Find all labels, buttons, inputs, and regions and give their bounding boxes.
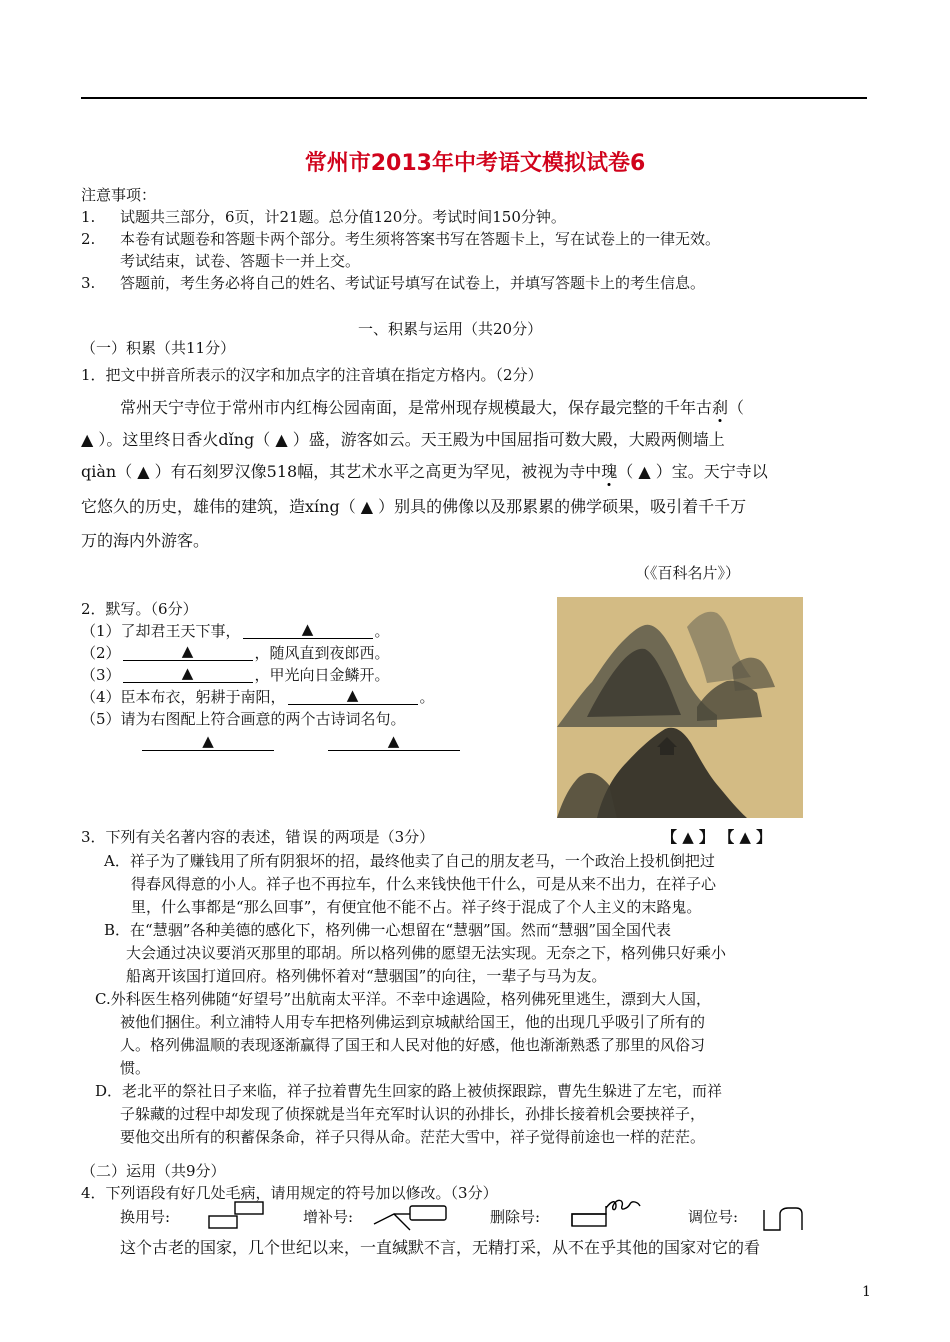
triangle-icon: ▲ <box>202 732 214 750</box>
q1-line-1-end: （ <box>728 398 745 417</box>
q1-line-3 <box>81 460 768 484</box>
notes-heading: 注意事项： <box>81 186 157 204</box>
triangle-icon: ▲ <box>181 664 194 682</box>
q3-D-3: 要他交出所有的积蓄保条命，祥子只得从命。茫茫大雪中，祥子觉得前途也一样的茫茫。 <box>120 1128 706 1146</box>
q3-B-2: 大会通过决议要消灭那里的耶胡。所以格列佛的愿望无法实现。无奈之下，格列佛只好乘小 <box>126 944 727 962</box>
q2-blanks-row <box>140 732 462 754</box>
dotted-char: 瑰 <box>601 462 618 481</box>
q1-line-5: 万的海内外游客。 <box>81 531 210 550</box>
q2-line-5: （5）请为右图配上符合画意的两个古诗词名句。 <box>81 710 406 728</box>
q3-C-3: 人。格列佛温顺的表现逐渐赢得了国王和人民对他的好感，他也渐渐熟悉了那里的风俗习 <box>120 1036 706 1054</box>
answer-blank[interactable] <box>328 732 460 751</box>
part-heading-2: （二）运用（共9分） <box>81 1162 226 1180</box>
q1-line-1-text: 常州天宁寺位于常州市内红梅公园南面，是常州现存规模最大，保存最完整的千年古 <box>120 398 713 417</box>
q3-B-3: 船离开该国打道回府。格列佛怀着对“慧骃国”的向往，一辈子与马为友。 <box>126 967 607 985</box>
triangle-icon: ▲ <box>387 732 400 750</box>
dotted-char: 刹 <box>712 398 729 417</box>
part-heading-1: （一）积累（共11分） <box>81 339 236 357</box>
page-title: 常州市2013年中考语文模拟试卷6 <box>304 151 646 176</box>
symbol-label-delete: 删除号: <box>490 1208 541 1226</box>
answer-blank[interactable] <box>288 686 418 705</box>
q2-line-3-text: ，甲光向日金鳞开。 <box>254 666 390 684</box>
q2-line-4-end: 。 <box>419 688 435 706</box>
q2-line-1 <box>81 620 390 642</box>
q4-stem: 4．下列语段有好几处毛病，请用规定的符号加以修改。（3分） <box>81 1184 498 1202</box>
note-num-2: 2. <box>81 230 96 248</box>
q2-line-2-text: ，随风直到夜郎西。 <box>254 644 390 662</box>
q3-C-2: 被他们捆住。利立浦特人用专车把格列佛运到京城献给国王，他的出现几乎吸引了所有的 <box>120 1013 706 1031</box>
q3-stem <box>81 826 434 848</box>
q1-line-3-a: qiàn（ ▲ ）有石刻罗汉像518幅，其艺术水平之高更为罕见，被视为寺中 <box>81 462 602 481</box>
q2-line-4 <box>81 686 435 708</box>
symbol-label-insert: 增补号: <box>303 1208 354 1226</box>
q3-C-1: C.外科医生格列佛随“好望号”出航南太平洋。不幸中途遇险，格列佛死里逃生，漂到大人国， <box>95 990 712 1008</box>
q2-stem: 2．默写。（6分） <box>81 600 198 618</box>
answer-blank[interactable] <box>123 664 253 683</box>
q3-stem-a: 3．下列有关名著内容的表述， <box>81 828 286 846</box>
symbol-label-replace: 换用号: <box>120 1208 171 1226</box>
q3-A-2: 得春风得意的小人。祥子也不再拉车，什么来钱快他干什么，可是从来不出力，在祥子心 <box>131 875 717 893</box>
q2-line-3-num: （3） <box>81 666 121 684</box>
q3-C-4: 惯。 <box>120 1059 151 1077</box>
triangle-icon: ▲ <box>346 686 359 704</box>
triangle-icon: ▲ <box>301 620 314 638</box>
q2-line-2 <box>81 642 390 664</box>
replace-symbol-icon <box>205 1200 267 1234</box>
q3-answer-brackets[interactable]: 【 ▲ 】 【 ▲ 】 <box>662 828 772 846</box>
header-rule <box>81 97 867 99</box>
answer-blank[interactable] <box>142 732 274 751</box>
delete-symbol-icon <box>566 1196 646 1236</box>
note-text-3: 答题前，考生务必将自己的姓名、考试证号填写在试卷上，并填写答题卡上的考生信息。 <box>120 274 706 292</box>
insert-symbol-icon <box>372 1200 452 1234</box>
q2-line-3 <box>81 664 390 686</box>
q2-line-1-text: （1）了却君王天下事， <box>81 622 241 640</box>
q2-line-4-text: （4）臣本布衣，躬耕于南阳， <box>81 688 286 706</box>
symbol-label-transpose: 调位号: <box>688 1208 739 1226</box>
q1-source: （《百科名片》） <box>635 564 741 582</box>
q1-line-1 <box>120 396 744 420</box>
note-text-2b: 考试结束，试卷、答题卡一并上交。 <box>120 252 361 270</box>
section-heading: 一、积累与运用（共20分） <box>358 320 543 338</box>
transpose-symbol-icon <box>762 1206 808 1236</box>
q1-stem: 1．把文中拼音所表示的汉字和加点字的注音填在指定方格内。（2分） <box>81 366 543 384</box>
page-number: 1 <box>862 1284 871 1300</box>
q3-A-3: 里，什么事都是“那么回事”，有便宜他不能不占。祥子终于混成了个人主义的末路鬼。 <box>131 898 702 916</box>
q3-B-1: B．在“慧骃”各种美德的感化下，格列佛一心想留在“慧骃”国。然而“慧骃”国全国代表 <box>104 921 672 939</box>
q3-stem-b: 的两项是（3分） <box>319 828 435 846</box>
q4-paragraph: 这个古老的国家，几个世纪以来，一直缄默不言，无精打采，从不在乎其他的国家对它的看 <box>120 1238 761 1257</box>
q1-line-4: 它悠久的历史，雄伟的建筑，造xíng（ ▲ ）别具的佛像以及那累累的佛学硕果，吸引着千千万 <box>81 497 747 516</box>
note-text-1: 试题共三部分，6页，计21题。总分值120分。考试时间150分钟。 <box>120 208 566 226</box>
q2-line-1-end: 。 <box>374 622 390 640</box>
q3-stem-emphasis: 错误 <box>285 828 320 846</box>
answer-blank[interactable] <box>123 642 253 661</box>
note-num-1: 1. <box>81 208 96 226</box>
q1-line-3-b: （ ▲ ）宝。天宁寺以 <box>617 462 768 481</box>
q3-D-1: D．老北平的祭社日子来临，祥子拉着曹先生回家的路上被侦探跟踪，曹先生躲进了左宅，而祥 <box>95 1082 723 1100</box>
q3-D-2: 子躲藏的过程中却发现了侦探就是当年充军时认识的孙排长，孙排长接着机会要挟祥子， <box>120 1105 706 1123</box>
triangle-icon: ▲ <box>181 642 194 660</box>
note-text-2: 本卷有试题卷和答题卡两个部分。考生须将答案书写在答题卡上，写在试卷上的一律无效。 <box>120 230 721 248</box>
note-num-3: 3. <box>81 274 96 292</box>
answer-blank[interactable] <box>243 620 373 639</box>
landscape-painting <box>557 597 803 818</box>
q2-line-2-num: （2） <box>81 644 121 662</box>
q1-line-2: ▲ ）。这里终日香火dǐng（ ▲ ）盛，游客如云。天王殿为中国屈指可数大殿，大殿两侧墙上 <box>81 430 725 449</box>
q3-A-1: A．祥子为了赚钱用了所有阴狠坏的招，最终他卖了自己的朋友老马，一个政治上投机倒把过 <box>104 852 715 870</box>
